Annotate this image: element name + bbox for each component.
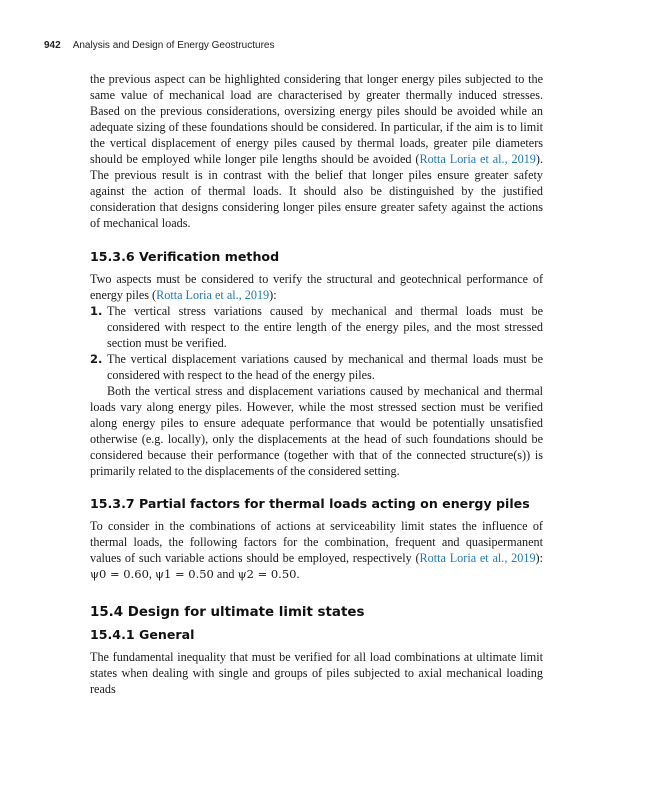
verification-text-a: Two aspects must be considered to verify the structural and geotechnical performance of energy piles (: [90, 272, 543, 302]
general-paragraph: The fundamental inequality that must be verified for all load combinations at ultimate limit states when dealing with single and groups of piles subjected to axial mechanical loading reads: [90, 650, 543, 696]
citation-link[interactable]: Rotta Loria et al., 2019: [419, 551, 536, 565]
separator: ,: [148, 567, 155, 581]
list-item-text: The vertical displacement variations caused by mechanical and thermal loads must be considered with respect to the head of the energy piles.: [107, 352, 543, 382]
running-header: [44, 40, 608, 56]
citation-link[interactable]: Rotta Loria et al., 2019: [156, 288, 270, 302]
sentence-end: .: [296, 567, 300, 581]
intro-text-a: the previous aspect can be highlighted considering that longer energy piles subjected to the same value of mechanical load are characterised by greater thermally induced stresses. Based on the previous considerations, oversizing energy piles should be avoided while an adequate sizing of these foundations should be considered. In particular, if the aim is to limit the vertical displacement of energy piles caused by thermal loads, greater pile diameters should be employed while longer pile lengths should be avoided (: [90, 72, 543, 166]
psi0-equation: ψ0 = 0.60: [90, 567, 149, 581]
section-heading-15-3-6: 15.3.6 Verification method: [90, 249, 280, 264]
stress-displacement-paragraph: Both the vertical stress and displacement variations caused by mechanical and thermal loads vary along energy piles. However, while the most stressed section must be verified along energy piles to ensure adequate performance that would be potentially unsatisfied otherwise (e.g. locally), only the displacements at the head of such foundations should be considered because their performance (together with that of the connected structure(s)) is primarily related to the displacements of the considered setting.: [90, 384, 543, 478]
list-item: [90, 303, 543, 351]
body-text: [90, 71, 543, 697]
verification-paragraph: [90, 271, 543, 303]
section-heading-15-4-1: 15.4.1 General: [90, 627, 195, 642]
book-title: Analysis and Design of Energy Geostructures: [72, 40, 275, 51]
partial-factors-paragraph: [90, 518, 543, 582]
list-item-number: 1.: [90, 304, 103, 318]
list-item-number: 2.: [90, 352, 103, 366]
list-item-text: The vertical stress variations caused by mechanical and thermal loads must be considered with respect to the entire length of the energy piles, and the most stressed section must be verified.: [107, 304, 543, 350]
separator: and: [213, 567, 238, 581]
page-number: 942: [44, 40, 61, 51]
psi2-equation: ψ2 = 0.50: [237, 567, 297, 581]
citation-link[interactable]: Rotta Loria et al., 2019: [419, 152, 536, 166]
verification-text-b: ):: [269, 288, 277, 302]
verification-list: [90, 303, 543, 383]
psi1-equation: ψ1 = 0.50: [154, 567, 214, 581]
intro-paragraph: [90, 71, 543, 231]
partial-factors-text-b: ):: [535, 551, 543, 565]
section-heading-15-3-7: 15.3.7 Partial factors for thermal loads acting on energy piles: [90, 496, 530, 511]
section-heading-15-4: 15.4 Design for ultimate limit states: [90, 605, 365, 620]
intro-text-b: ). The previous result is in contrast with the belief that longer piles ensure greater safety against the action of thermal loads. It should also be distinguished by the justified consideration that designs considering longer piles ensure greater safety against the actions of mechanical loads.: [90, 152, 544, 230]
list-item: [90, 351, 543, 383]
partial-factors-text-a: To consider in the combinations of actions at serviceability limit states the influence of thermal loads, the following factors for the combination, frequent and quasipermanent values of such variable actions should be employed, respectively (: [90, 519, 543, 565]
